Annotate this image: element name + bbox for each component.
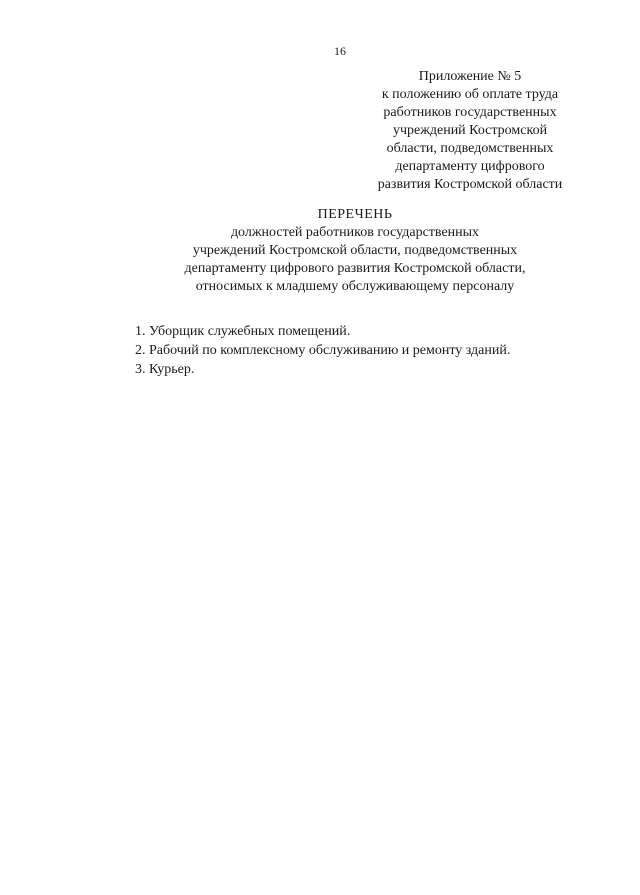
appendix-line: области, подведомственных <box>386 141 554 156</box>
title-line: департаменту цифрового развития Костромской области, <box>184 261 526 276</box>
list-item: 1. Уборщик служебных помещений. <box>135 324 351 339</box>
list-item: 2. Рабочий по комплексному обслуживанию и ремонту зданий. <box>135 343 511 358</box>
appendix-line: работников государственных <box>383 105 557 120</box>
page-number: 16 <box>334 44 346 58</box>
title-line: относимых к младшему обслуживающему персоналу <box>195 279 515 294</box>
title-line: учреждений Костромской области, подведомственных <box>192 243 518 258</box>
appendix-line: учреждений Костромской <box>392 123 548 138</box>
title-heading: ПЕРЕЧЕНЬ <box>317 207 393 222</box>
list-item: 3. Курьер. <box>135 362 195 377</box>
appendix-line: развития Костромской области <box>377 177 563 192</box>
title-line: должностей работников государственных <box>230 225 480 240</box>
appendix-line: к положению об оплате труда <box>381 87 559 102</box>
appendix-line: Приложение № 5 <box>418 69 522 84</box>
appendix-line: департаменту цифрового <box>395 159 545 174</box>
document-title <box>80 206 630 296</box>
appendix-header <box>360 68 580 194</box>
positions-list <box>135 322 605 379</box>
